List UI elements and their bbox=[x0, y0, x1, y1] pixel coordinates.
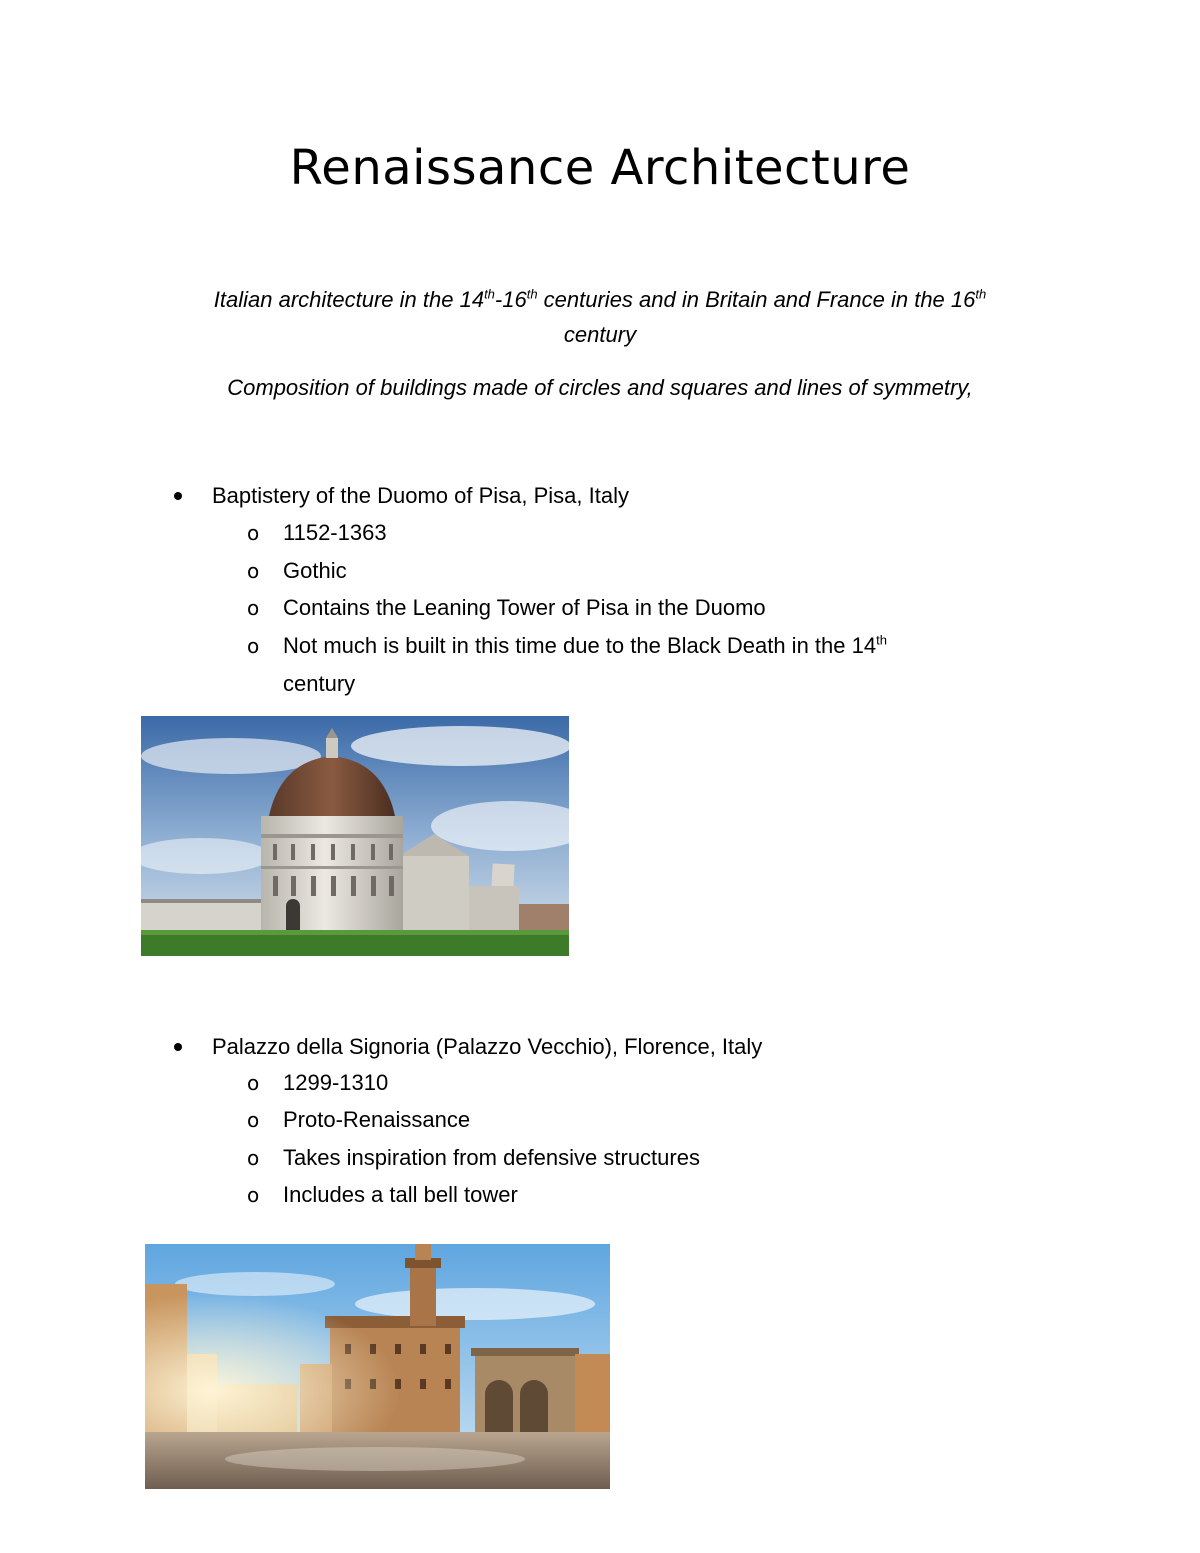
intro-line-3: Composition of buildings made of circles and squares and lines of symmetry, bbox=[227, 375, 973, 400]
intro-line-2: century bbox=[563, 322, 637, 347]
bullet-dot bbox=[174, 1043, 182, 1051]
intro-line-1: Italian architecture in the 14th-16th centuries and in Britain and France in the 16th bbox=[213, 286, 987, 312]
bullet-circle-icon: o bbox=[247, 1183, 260, 1207]
bullet-circle-icon: o bbox=[247, 521, 260, 545]
bullet-circle-icon: o bbox=[247, 559, 260, 583]
bullet-circle-icon: o bbox=[247, 596, 260, 620]
baptistery-photo bbox=[141, 716, 569, 956]
bullet-circle-icon: o bbox=[247, 1071, 260, 1095]
palazzo-vecchio-photo bbox=[145, 1244, 610, 1489]
bullet-circle-icon: o bbox=[247, 1108, 260, 1132]
bullet-circle-icon: o bbox=[247, 1146, 260, 1170]
bullet-dot bbox=[174, 492, 182, 500]
bullet-circle-icon: o bbox=[247, 634, 260, 658]
page-title: Renaissance Architecture bbox=[289, 140, 911, 196]
